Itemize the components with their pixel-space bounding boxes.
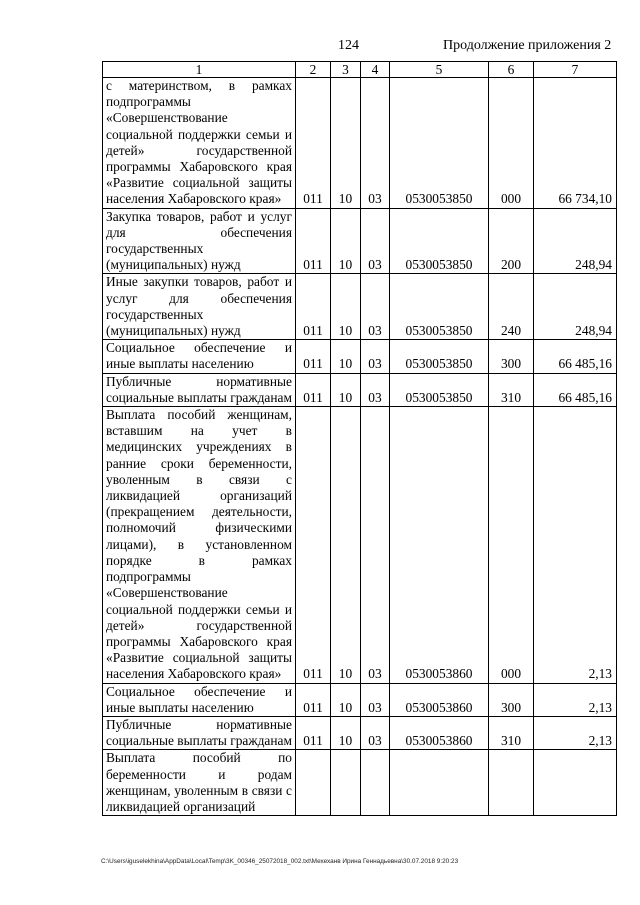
cell-section bbox=[331, 750, 361, 816]
row-name: Публичные нормативные социальные выплаты гражданам bbox=[103, 373, 296, 406]
row-name: Социальное обеспечение и иные выплаты населению bbox=[103, 340, 296, 373]
cell-subsection: 03 bbox=[361, 373, 390, 406]
cell-amount: 2,13 bbox=[534, 716, 617, 749]
cell-expense-type: 200 bbox=[489, 208, 534, 274]
col-header: 3 bbox=[331, 62, 361, 78]
cell-expense-type: 310 bbox=[489, 373, 534, 406]
cell-ministry: 011 bbox=[296, 716, 331, 749]
row-name: Публичные нормативные социальные выплаты гражданам bbox=[103, 716, 296, 749]
cell-expense-type: 000 bbox=[489, 407, 534, 683]
cell-target: 0530053850 bbox=[390, 373, 489, 406]
table-row bbox=[103, 340, 617, 373]
cell-amount: 66 485,16 bbox=[534, 373, 617, 406]
cell-section: 10 bbox=[331, 716, 361, 749]
cell-amount: 66 485,16 bbox=[534, 340, 617, 373]
col-header: 7 bbox=[534, 62, 617, 78]
cell-ministry: 011 bbox=[296, 274, 331, 340]
cell-ministry: 011 bbox=[296, 407, 331, 683]
cell-amount bbox=[534, 750, 617, 816]
row-name: Выплата пособий по беременности и родам женщинам, уволенным в связи с ликвидацией организаций bbox=[103, 750, 296, 816]
cell-ministry: 011 bbox=[296, 340, 331, 373]
file-path-footer: C:\Users\iguselekhina\AppData\Local\Temp\3K_00346_25072018_002.txt\Мехеханв Ирина Геннадьевна\30.07.2018 9:20:23 bbox=[101, 858, 459, 865]
cell-subsection: 03 bbox=[361, 407, 390, 683]
table-row bbox=[103, 78, 617, 209]
header-row bbox=[103, 62, 617, 78]
col-header: 1 bbox=[103, 62, 296, 78]
row-name: Выплата пособий женщинам, вставшим на учет в медицинских учреждениях в ранние сроки беременности, уволенным в связи с ликвидацией организаций (прекращением деятельности, полномочий физическими лицами), в установленном порядке в рамках подпрограммы «Совершенствование социальной поддержки семьи и детей» государственной программы Хабаровского края «Развитие социальной защиты населения Хабаровского края» bbox=[103, 407, 296, 683]
table-row bbox=[103, 716, 617, 749]
budget-table bbox=[102, 61, 617, 816]
table-row bbox=[103, 208, 617, 274]
table-row bbox=[103, 373, 617, 406]
cell-target: 0530053850 bbox=[390, 78, 489, 209]
cell-target: 0530053850 bbox=[390, 208, 489, 274]
cell-target: 0530053860 bbox=[390, 716, 489, 749]
cell-subsection: 03 bbox=[361, 683, 390, 716]
cell-section: 10 bbox=[331, 208, 361, 274]
page-number: 124 bbox=[338, 38, 359, 53]
cell-expense-type: 310 bbox=[489, 716, 534, 749]
cell-expense-type: 300 bbox=[489, 340, 534, 373]
cell-target: 0530053860 bbox=[390, 683, 489, 716]
table-row bbox=[103, 750, 617, 816]
cell-amount: 2,13 bbox=[534, 407, 617, 683]
table-row bbox=[103, 274, 617, 340]
cell-ministry: 011 bbox=[296, 208, 331, 274]
cell-expense-type: 300 bbox=[489, 683, 534, 716]
cell-ministry: 011 bbox=[296, 78, 331, 209]
cell-subsection bbox=[361, 750, 390, 816]
cell-amount: 248,94 bbox=[534, 274, 617, 340]
cell-section: 10 bbox=[331, 274, 361, 340]
cell-subsection: 03 bbox=[361, 274, 390, 340]
cell-expense-type bbox=[489, 750, 534, 816]
cell-section: 10 bbox=[331, 683, 361, 716]
cell-section: 10 bbox=[331, 78, 361, 209]
table-row bbox=[103, 407, 617, 683]
cell-subsection: 03 bbox=[361, 716, 390, 749]
cell-expense-type: 000 bbox=[489, 78, 534, 209]
cell-amount: 2,13 bbox=[534, 683, 617, 716]
row-name: Иные закупки товаров, работ и услуг для обеспечения государственных (муниципальных) нужд bbox=[103, 274, 296, 340]
cell-amount: 248,94 bbox=[534, 208, 617, 274]
col-header: 5 bbox=[390, 62, 489, 78]
cell-subsection: 03 bbox=[361, 340, 390, 373]
col-header: 4 bbox=[361, 62, 390, 78]
cell-ministry: 011 bbox=[296, 683, 331, 716]
table-row bbox=[103, 683, 617, 716]
cell-expense-type: 240 bbox=[489, 274, 534, 340]
continuation-label: Продолжение приложения 2 bbox=[443, 38, 612, 53]
cell-target: 0530053850 bbox=[390, 274, 489, 340]
cell-ministry bbox=[296, 750, 331, 816]
cell-subsection: 03 bbox=[361, 78, 390, 209]
cell-section: 10 bbox=[331, 340, 361, 373]
row-name: Социальное обеспечение и иные выплаты населению bbox=[103, 683, 296, 716]
cell-section: 10 bbox=[331, 373, 361, 406]
row-name: Закупка товаров, работ и услуг для обеспечения государственных (муниципальных) нужд bbox=[103, 208, 296, 274]
cell-amount: 66 734,10 bbox=[534, 78, 617, 209]
cell-target: 0530053850 bbox=[390, 340, 489, 373]
col-header: 2 bbox=[296, 62, 331, 78]
row-name: с материнством, в рамках подпрограммы «Совершенствование социальной поддержки семьи и детей» государственной программы Хабаровского края «Развитие социальной защиты населения Хабаровского края» bbox=[103, 78, 296, 209]
col-header: 6 bbox=[489, 62, 534, 78]
cell-subsection: 03 bbox=[361, 208, 390, 274]
cell-section: 10 bbox=[331, 407, 361, 683]
cell-target: 0530053860 bbox=[390, 407, 489, 683]
cell-target bbox=[390, 750, 489, 816]
cell-ministry: 011 bbox=[296, 373, 331, 406]
